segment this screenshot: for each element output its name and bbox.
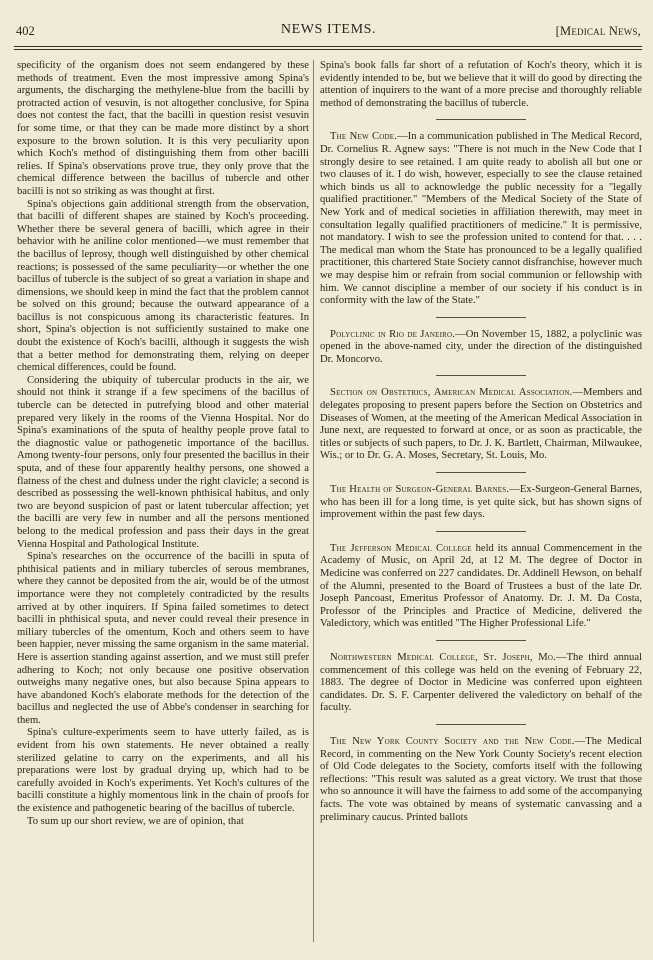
item-heading: The New Code. [330, 131, 398, 143]
paragraph: Spina's culture-experiments seem to have utterly failed, as is evident from his own statements. He never obtained a really sterilized gelatine to carry on the experiments, and all his preparations were lost by gradual drying up, which had to be carefully avoided in Koch's experiments. Yet Koch's cultures of the bacilli constitute a highly momentous link in the chain of proofs for the existence and pathogenetic bearing of the bacillus of tubercle. [17, 727, 309, 815]
item-body: —Ex-Surgeon-General Barnes, who has been ill for a long time, is yet quite sick, but has shown signs of improvement within the past few days. [320, 484, 642, 521]
paragraph: specificity of the organism does not seem endangered by these methods of treatment. Even the most impressive among Spina's arguments, the discharging the methylene-blue from the bacilli by protracted action of vesuvin, is not altogether conclusive, for Spina does not contest the fact, that the bacilli in question resist vesuvin for some time, or that they can be made more distinct by a short exposure to the brown solution. It is this very peculiarity upon which Koch's method of distinguishing them from other bacilli relies. If Spina's observations prove true, they only prove that the chemical difference between the bacillus of tubercle and other bacilli is not so striking as was thought at first. [17, 60, 309, 197]
header-rule-top [14, 46, 642, 47]
paragraph: Spina's researches on the occurrence of the bacilli in sputa of phthisical patients and in miliary tubercles of serous membranes, where they cannot be deposited from the air, would be of the utmost importance were they not completely contradicted by the results arrived at by other inquirers. If Spina failed sometimes to detect bacilli in phthisical sputa, and never could reveal their presence in miliary tubercles of the omentum, Koch and others seem to have been happier, never missing the same organism in the same material. Here is assertion standing against assertion, and we must still prefer adhering to Koch; not only because one positive observation outweighs many negative ones, but also because Spina appears to have abandoned Koch's elaborate methods for the detection of the bacillus and neglected the use of Abbe's condenser in searching for them. [17, 551, 309, 726]
news-item [320, 736, 642, 824]
paragraph: Spina's objections gain additional strength from the observation, that bacilli of different shapes are stained by Koch's proceeding. Whether there be several genera of bacilli, which agree in their behavior with he aniline color mentioned—we must remember that the bacillus of leprosy, though well distinguished by other chemical reactions; is possessed of the same peculiarity—or whether the one bacillus of tubercle is the subject of so great a variation in shape and dimensions, we should keep in mind the fact that the problem cannot be solved on this ground; because the outward appearance of a bacillus is not conspicuous among its characteristic features. In short, Spina's objection is not sufficiently sustained to make one doubt the existence of Koch's bacilli, although it suggests the wish that a better method for demonstrating them, relying on deeper chemical differences, could be found. [17, 198, 309, 374]
item-heading: Northwestern Medical College, St. Joseph, Mo. [330, 651, 556, 663]
item-heading: The Health of Surgeon-General Barnes. [330, 484, 510, 496]
paragraph: To sum up our short review, we are of opinion, that [27, 815, 244, 827]
news-item [320, 543, 642, 631]
item-heading: The New York County Society and the New Code. [330, 735, 575, 747]
item-heading: The Jefferson Medical College [330, 542, 472, 554]
item-body: —On November 15, 1882, a polyclinic was opened in the above-named city, under the direction of the distinguished Dr. Moncorvo. [320, 328, 643, 365]
section-separator [436, 640, 526, 641]
section-separator [436, 375, 526, 376]
section-separator [436, 472, 526, 473]
item-body: held its annual Commencement in the Academy of Music, on April 2d, at 12 M. The degree of Doctor in Medicine was conferred on 227 candidates. Dr. Addinell Hewson, on behalf of the Alumni, presented to the Board of Trustees a bust of the late Dr. Joseph Pancoast, Emeritus Professor of Anatomy. Dr. J. M. Da Costa, Professor of the Principles and Practice of Medicine, delivered the Valedictory, which was entitled "The Higher Professional Life." [320, 542, 642, 630]
item-body: —In a communication published in The Medical Record, Dr. Cornelius R. Agnew says: "There is not much in the New Code that I strongly desire to see retained. I am quite ready to abolish all but one or two clauses of it. I do wish, however, especially to see the clause retained which binds us all to acknowledge the public necessity for a "legally qualified practitioner." "Members of the Medical Society of the State of New York and of medical societies in affiliation therewith, may meet in consultation legally qualified practitioners of medicine." It is permissive, not mandatory. I wish to see the profession united to contend for that. . . . The medical man whom the State has pronounced to be a legally qualified practitioner, this chartered State Society cannot disfranchise, however much we may despise him or refrain from social communion or fellowship with him. We cannot discipline a member of our society if his conduct is in conformity with the law of the State." [320, 131, 642, 307]
item-body: —The Medical Record, in commenting on the New York County Society's recent election of Old Code delegates to the Society, comforts itself with the following reflections: "This result was saluted as a great victory. We trust that those who so announce it will have the fairness to add some of the accompanying facts. The vote was obtained by means of systematic canvassing and a preliminary caucus. Printed ballots [320, 735, 642, 823]
running-header [16, 22, 641, 42]
section-separator [436, 317, 526, 318]
section-separator [436, 119, 526, 120]
page-title: NEWS ITEMS. [280, 22, 377, 37]
news-item [320, 387, 642, 463]
item-heading: Section on Obstetrics, American Medical Association. [330, 387, 573, 399]
journal-name: [Medical News, [555, 24, 641, 38]
page-number: 402 [16, 24, 35, 38]
news-item [320, 652, 642, 715]
section-separator [436, 531, 526, 532]
right-column [320, 60, 642, 824]
section-separator [436, 724, 526, 725]
header-rule-bottom [14, 49, 642, 50]
news-item [320, 484, 642, 522]
item-heading: Polyclinic in Rio de Janeiro. [330, 328, 456, 340]
item-body: —Members and delegates proposing to present papers before the Section on Obstetrics and Diseases of Women, at the meeting of the American Medical Association in June next, are requested to forward at once, or as soon as practicable, the titles or subjects of such papers, to Dr. J. K. Bartlett, Chairman, Milwaukee, Wis.; or to Dr. G. A. Moses, Secretary, St. Louis, Mo. [320, 387, 642, 462]
news-item [320, 329, 642, 367]
item-body: —The third annual commencement of this college was held on the evening of February 22, 1883. The degree of Doctor in Medicine was conferred upon eighteen candidates. Dr. S. F. Carpenter delivered the valedictory on behalf of the faculty. [320, 651, 642, 714]
paragraph: Spina's book falls far short of a refutation of Koch's theory, which it is evidently intended to be, but we believe that it will do good by directing the attention of inquirers to the want of a more precise and thoroughly reliable method of demonstrating the bacillus of tubercle. [320, 60, 642, 109]
column-divider [313, 60, 314, 942]
news-item [320, 131, 642, 307]
paragraph: Considering the ubiquity of tubercular products in the air, we should not think it strange if a few specimens of the bacillus of tubercle can be detected in putrefying blood and other material prepared very likely in the rooms of the Vienna Hospital. Nor do Spina's examinations of the sputa of healthy people prove fatal to the diagnostic value or pathogenetic importance of the bacillus. Among twenty-four persons, only four presented the bacillus in their sputa, and of these four apparently healthy persons, one showed a flatness of the chest and dulness under the right clavicle; a second is described as possessing the well-known phthisical habitus, and only two are beyond suspicion of past or latent tubercular affection; yet the bacilli are very few in number and all the persons mentioned belong to the medical profession and pass their days in the great Vienna Hospital and Pathological Institute. [17, 374, 309, 550]
left-column [17, 60, 309, 828]
